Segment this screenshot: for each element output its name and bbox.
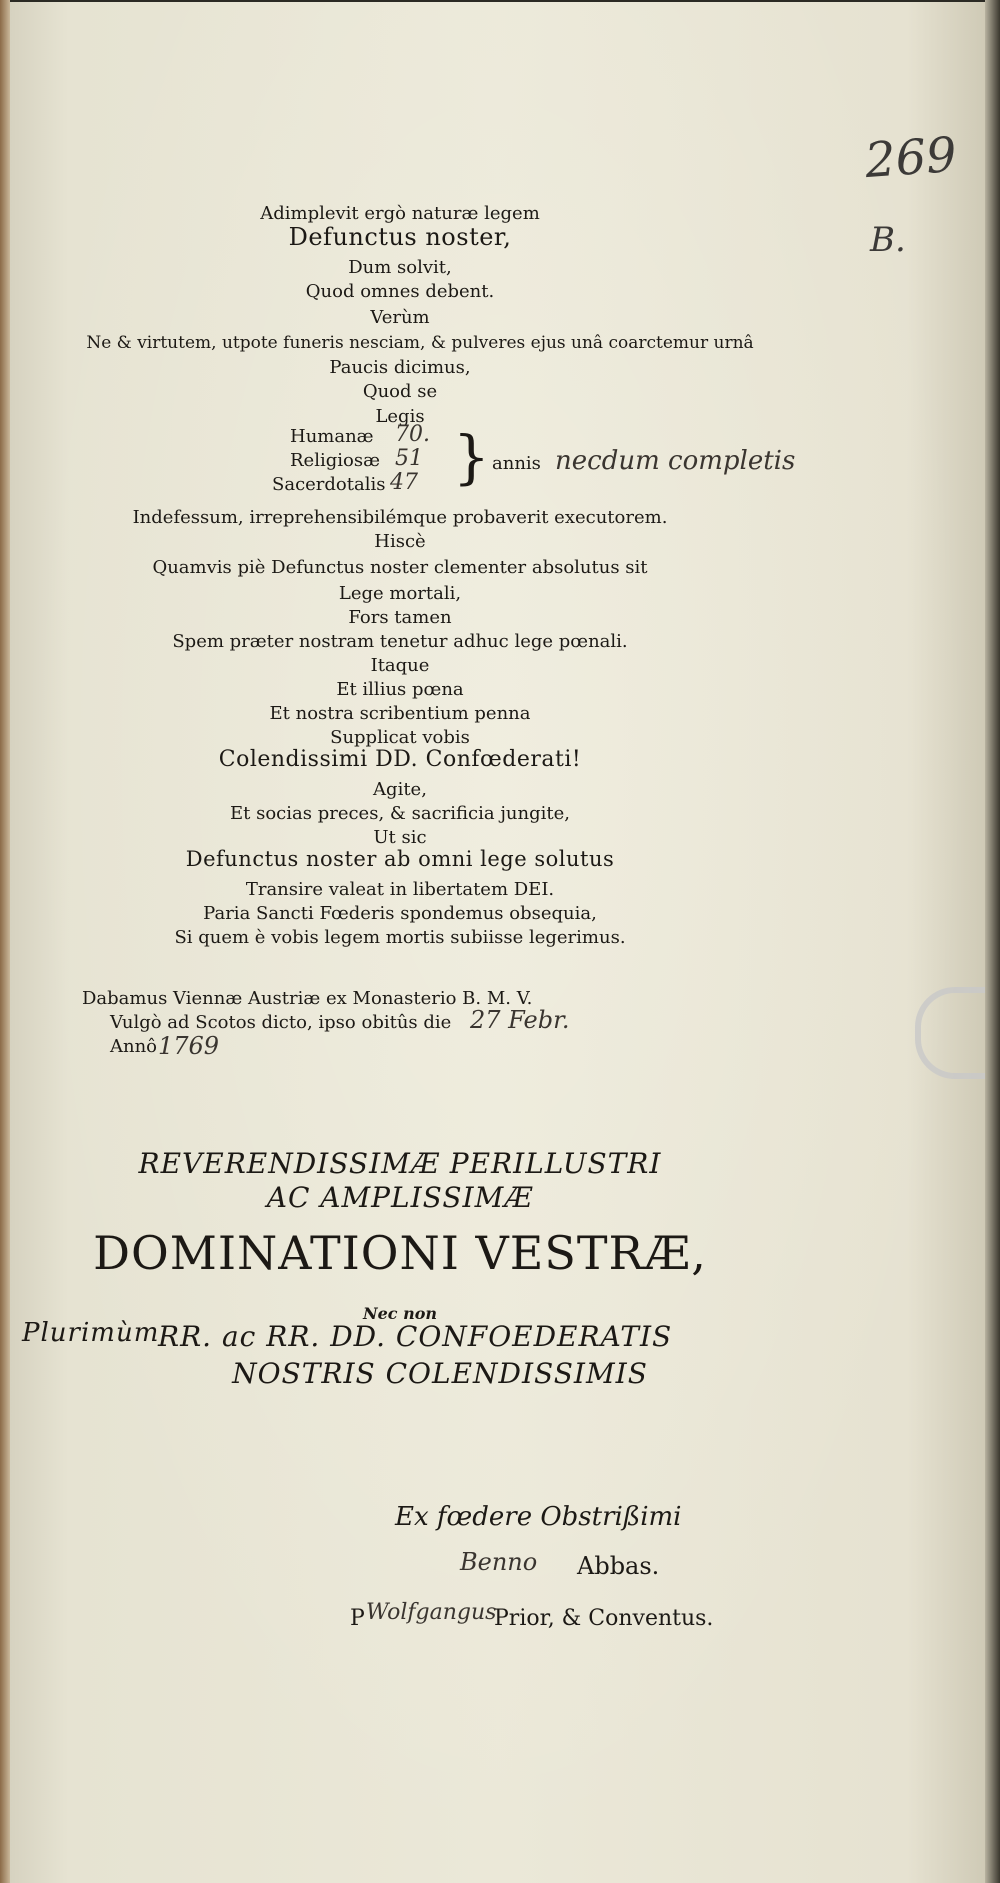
signature-rest: Prior, & Conventus. [494, 1606, 714, 1631]
law-religiosae: Religiosæ [290, 450, 380, 471]
poem-line: Defunctus noster, [288, 223, 512, 251]
poem-line: Hiscè [374, 531, 426, 552]
poem-line: Supplicat vobis [330, 727, 470, 748]
annis-handwritten-note: necdum completis [555, 446, 796, 476]
poem-line: Et socias preces, & sacrificia jungite, [230, 803, 570, 824]
law-religiosae-years: 51 [395, 446, 423, 471]
address-line-6: NOSTRIS COLENDISSIMIS [232, 1357, 648, 1390]
poem-line: Itaque [370, 655, 430, 676]
abbas-title: Abbas. [577, 1552, 660, 1580]
address-line-2: AC AMPLISSIMÆ [266, 1181, 534, 1214]
law-humanae: Humanæ [290, 426, 374, 447]
poem-line: Paucis dicimus, [329, 357, 471, 378]
address-line-1: REVERENDISSIMÆ PERILLUSTRI [138, 1147, 662, 1180]
dating-day-handwritten: 27 Febr. [470, 1006, 570, 1034]
abbot-handwritten-name: Benno [460, 1548, 538, 1576]
dating-line-3: Annô [110, 1036, 158, 1057]
law-sacerdotalis: Sacerdotalis [272, 474, 386, 495]
poem-line: Legis [375, 406, 425, 427]
poem-line: Adimplevit ergò naturæ legem [260, 203, 540, 224]
dating-line-2: Vulgò ad Scotos dicto, ipso obitûs die [110, 1012, 452, 1033]
poem-line: Dum solvit, [348, 257, 452, 278]
poem-line: Verùm [370, 307, 430, 328]
dating-year-handwritten: 1769 [158, 1032, 220, 1060]
address-line-4: Nec non [362, 1304, 438, 1323]
prior-handwritten-name: Wolfgangus [366, 1600, 497, 1625]
poem-line: Et illius pœna [336, 679, 464, 700]
poem-line: Transire valeat in libertatem DEI. [245, 879, 555, 900]
page-edge-left [0, 0, 10, 1883]
folio-mark: B. [870, 220, 906, 260]
signature-p: P [350, 1606, 365, 1631]
signature-line-1: Ex fœdere Obstrißimi [395, 1502, 682, 1532]
poem-line: Spem præter nostram tenetur adhuc lege pœnali. [172, 631, 628, 652]
poem-line: Fors tamen [348, 607, 452, 628]
poem-line: Lege mortali, [338, 583, 462, 604]
poem-line: Si quem è vobis legem mortis subiisse legerimus. [174, 927, 626, 948]
poem-line: Et nostra scribentium penna [269, 703, 531, 724]
poem-line: Defunctus noster ab omni lege solutus [185, 847, 615, 871]
address-line-3: DOMINATIONI VESTRÆ, [93, 1226, 707, 1280]
poem-line: Quod se [362, 381, 438, 402]
dating-line-1: Dabamus Viennæ Austriæ ex Monasterio B. M. V. [82, 988, 533, 1009]
poem-line: Ne & virtutem, utpote funeris nesciam, & pulveres ejus unâ coarctemur urnâ [86, 333, 754, 353]
folio-number: 269 [863, 126, 959, 190]
brace-mark: } [453, 423, 490, 491]
page-edge-right [985, 0, 1000, 1883]
address-line-5a: Plurimùm [22, 1318, 160, 1348]
annis-word: annis [492, 453, 541, 474]
law-humanae-years: 70. [395, 422, 430, 447]
poem-line: Colendissimi DD. Confœderati! [218, 747, 582, 772]
poem-line: Ut sic [373, 827, 427, 848]
document-page [10, 2, 985, 1883]
poem-line: Indefessum, irreprehensibilémque probaverit executorem. [132, 507, 668, 528]
address-line-5b: RR. ac RR. DD. CONFOEDERATIS [158, 1320, 673, 1353]
poem-line: Paria Sancti Fœderis spondemus obsequia, [203, 903, 597, 924]
poem-line: Agite, [373, 779, 427, 800]
poem-line: Quod omnes debent. [305, 281, 495, 302]
poem-line: Quamvis piè Defunctus noster clementer absolutus sit [152, 557, 648, 578]
law-sacerdotalis-years: 47 [390, 470, 418, 495]
